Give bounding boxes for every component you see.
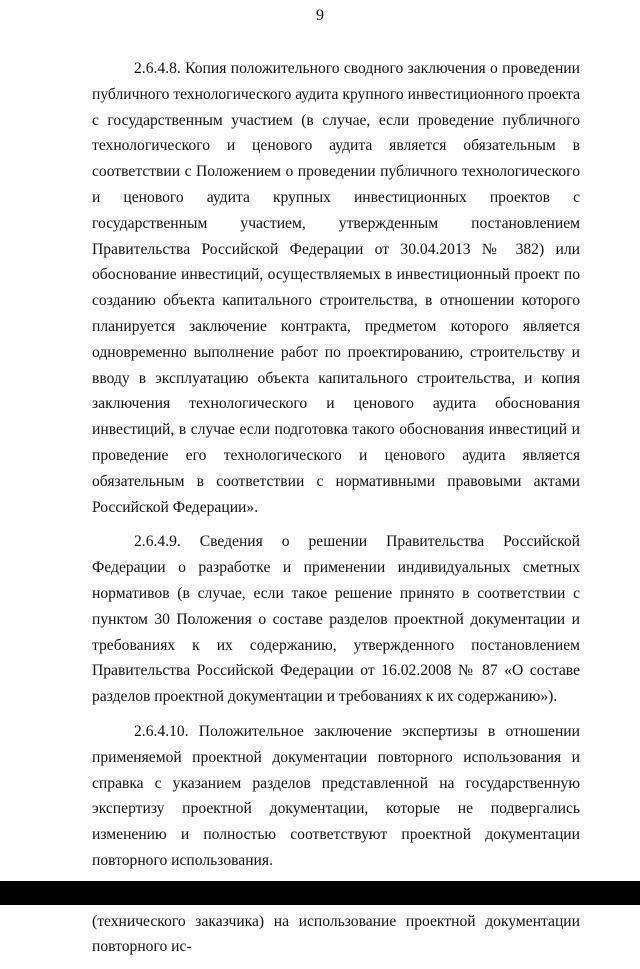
paragraph-2-6-4-10: 2.6.4.10. Положительное заключение экспертизы в отношении применяемой проектной документации повторного использования и справка с указанием разделов представленной на государственную экспертизу проектной документации, которые не подвергались изменению и полностью соответствуют проектной документации повторного использования. (92, 722, 580, 869)
paragraph-2-6-4-8: 2.6.4.8. Копия положительного сводного заключения о проведении публичного технологического аудита крупного инвестиционного проекта с государственным участием (в случае, если проведение публичного технологического и ценового аудита является обязательным в соответствии с Положением о проведении публичного технологического и ценового аудита крупных инвестиционных проектов с государственным участием, утвержденным постановлением Правительства Российской Федерации от 30.04.2013 № 382) или обоснование инвестиций, осуществляемых в инвестиционный проект по созданию объекта капитального строительства, в отношении которого планируется заключение контракта, предметом которого является одновременно выполнение работ по проектированию, строительству и вводу в эксплуатацию объекта капитального строительства, и копия заключения технологического и ценового аудита обоснования инвестиций, в случае если подготовка такого обоснования инвестиций и проведение его технологического и ценового аудита является обязательным в соответствии с нормативными правовыми актами Российской Федерации». (92, 60, 580, 516)
document-body (92, 56, 580, 969)
page-number: 9 (316, 7, 324, 24)
paragraph-2-6-4-9: 2.6.4.9. Сведения о решении Правительства Российской Федерации о разработке и применении индивидуальных сметных нормативов (в случае, если такое решение принято в соответствии с пунктом 30 Положения о составе разделов проектной документации и требованиях к их содержанию, утвержденного постановлением Правительства Российской Федерации от 16.02.2008 № 87 «О составе разделов проектной документации и требованиях к их содержанию»). (92, 533, 580, 706)
scan-bottom-edge (0, 881, 640, 905)
paragraph-2-6-4-11: (технического заказчика) на использование проектной документации повторного ис- (92, 912, 580, 956)
